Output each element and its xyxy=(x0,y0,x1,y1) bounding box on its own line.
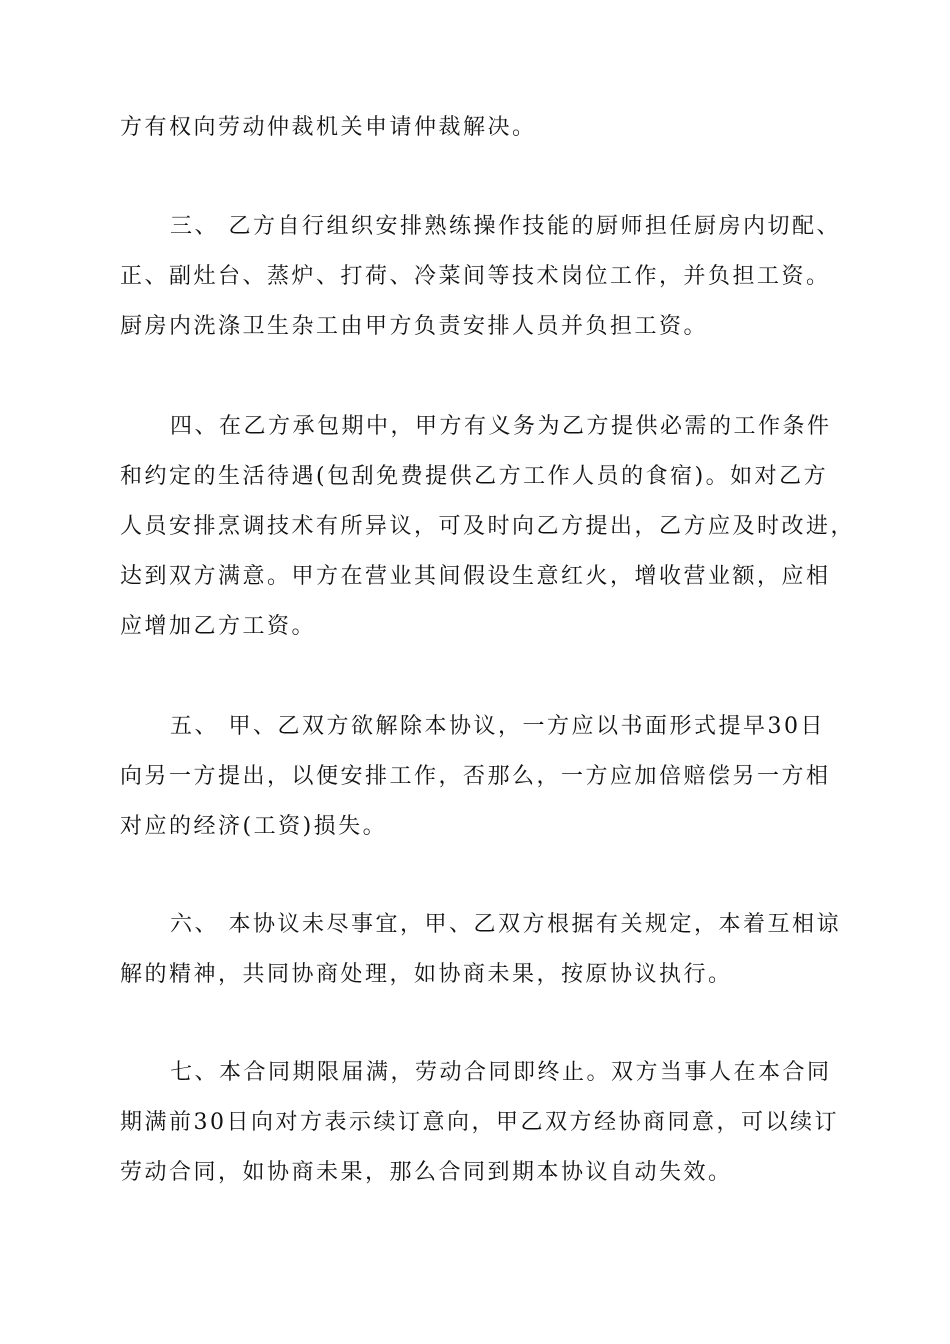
paragraph-5-line-1: 五、 甲、乙双方欲解除本协议，一方应以书面形式提早30日 xyxy=(170,714,825,739)
paragraph-3-line-1: 三、 乙方自行组织安排熟练操作技能的厨师担任厨房内切配、 xyxy=(170,214,841,239)
paragraph-4-line-5: 应增加乙方工资。 xyxy=(120,614,317,639)
paragraph-4-line-3: 人员安排烹调技术有所异议，可及时向乙方提出，乙方应及时改进， xyxy=(120,514,856,539)
paragraph-7-line-3: 劳动合同，如协商未果，那么合同到期本协议自动失效。 xyxy=(120,1160,733,1185)
paragraph-5-line-3: 对应的经济(工资)损失。 xyxy=(120,814,388,839)
paragraph-7-line-2: 期满前30日向对方表示续订意向，甲乙双方经协商同意，可以续订 xyxy=(120,1110,839,1135)
paragraph-7-line-1: 七、本合同期限届满，劳动合同即终止。双方当事人在本合同 xyxy=(170,1060,832,1085)
paragraph-6-line-2: 解的精神，共同协商处理，如协商未果，按原协议执行。 xyxy=(120,962,733,987)
paragraph-4-line-4: 达到双方满意。甲方在营业其间假设生意红火，增收营业额，应相 xyxy=(120,564,831,589)
paragraph-6-line-1: 六、 本协议未尽事宜，甲、乙双方根据有关规定，本着互相谅 xyxy=(170,912,841,937)
paragraph-4-line-1: 四、在乙方承包期中，甲方有义务为乙方提供必需的工作条件 xyxy=(170,414,832,439)
paragraph-3-line-2: 正、副灶台、蒸炉、打荷、冷菜间等技术岗位工作，并负担工资。 xyxy=(120,264,831,289)
paragraph-3-line-3: 厨房内洗涤卫生杂工由甲方负责安排人员并负担工资。 xyxy=(120,314,709,339)
paragraph-5-line-2: 向另一方提出，以便安排工作，否那么，一方应加倍赔偿另一方相 xyxy=(120,764,831,789)
paragraph-4-line-2: 和约定的生活待遇(包刮免费提供乙方工作人员的食宿)。如对乙方 xyxy=(120,464,829,489)
paragraph-2-line-1: 方有权向劳动仲裁机关申请仲裁解决。 xyxy=(120,115,537,140)
